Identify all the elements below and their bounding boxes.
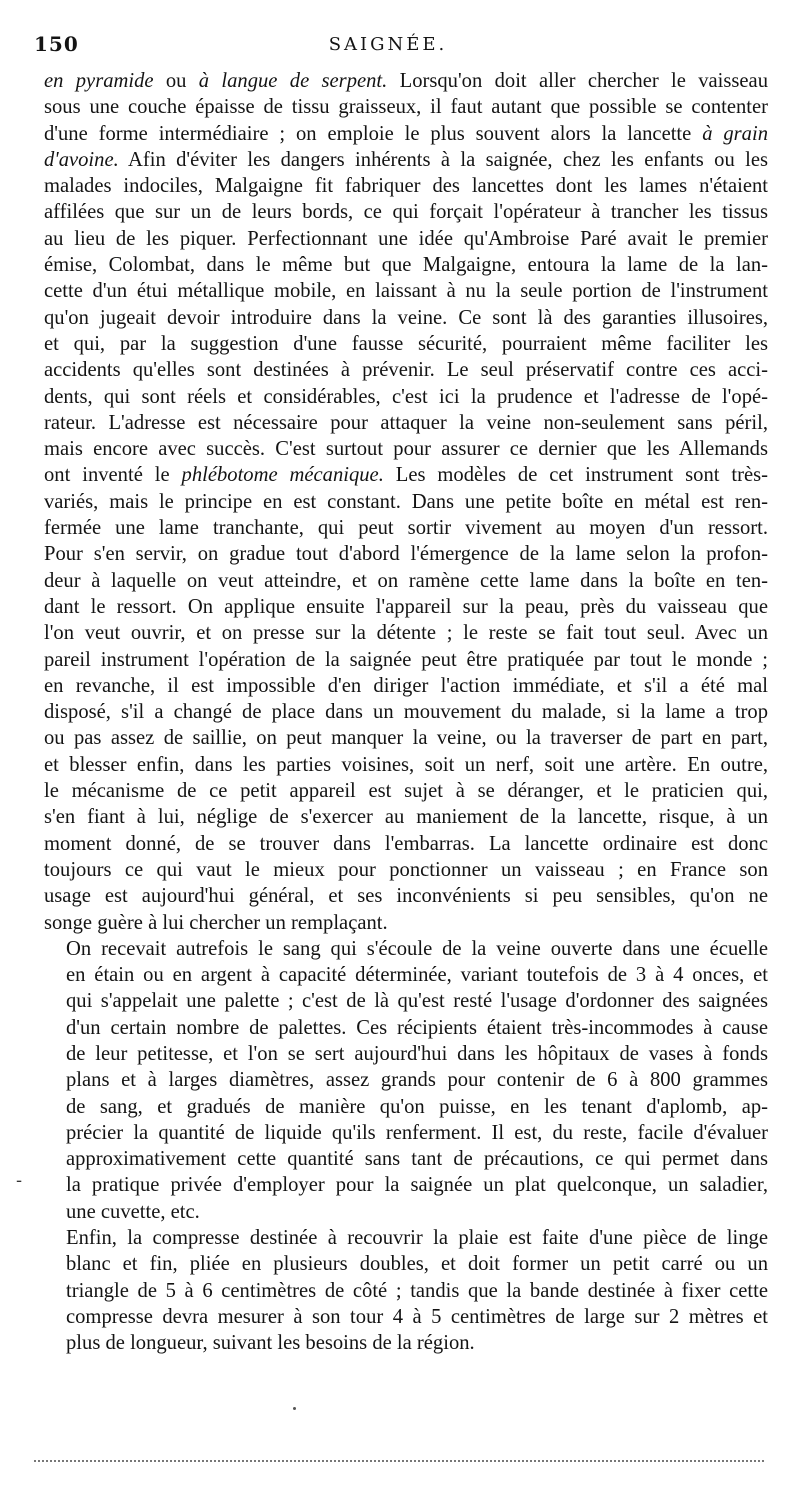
text-line: et qui, par la suggestion d'une fausse sécurité, pourraient même faciliter les bbox=[44, 332, 768, 355]
text-line: ou pas assez de saillie, on peut manquer la veine, ou la traverser de part en part, bbox=[44, 727, 768, 750]
footer-dot bbox=[293, 1407, 296, 1410]
footer-dotted-rule bbox=[34, 1460, 764, 1462]
text-line: d'un certain nombre de palettes. Ces récipients étaient très-incommodes à cause bbox=[66, 1016, 768, 1039]
text-line: sous une couche épaisse de tissu graisseux, il faut autant que possible se contenter bbox=[44, 96, 768, 119]
text-line: émise, Colombat, dans le même but que Malgaigne, entoura la lame de la lan- bbox=[44, 254, 768, 277]
text-line: moment donné, de se trouver dans l'embarras. La lancette ordinaire est donc bbox=[44, 832, 768, 855]
text-line: deur à laquelle on veut atteindre, et on ramène cette lame dans la boîte en ten- bbox=[44, 569, 768, 592]
text-line: précier la quantité de liquide qu'ils renferment. Il est, du reste, facile d'évaluer bbox=[66, 1121, 768, 1144]
page-header bbox=[34, 32, 766, 60]
text-line: pareil instrument l'opération de la saignée peut être pratiquée par tout le monde ; bbox=[44, 648, 768, 671]
text-line: triangle de 5 à 6 centimètres de côté ; tandis que la bande destinée à fixer cette bbox=[66, 1279, 768, 1302]
text-line: s'en fiant à lui, néglige de s'exercer au maniement de la lancette, risque, à un bbox=[44, 806, 768, 829]
text-line: dant le ressort. On applique ensuite l'appareil sur la peau, près du vaisseau que bbox=[44, 595, 768, 618]
text-line: fermée une lame tranchante, qui peut sortir vivement au moyen d'un ressort. bbox=[44, 517, 768, 540]
text-line: rateur. L'adresse est nécessaire pour attaquer la veine non-seulement sans péril, bbox=[44, 411, 768, 434]
text-line: en pyramide ou à langue de serpent. Lorsqu'on doit aller chercher le vaisseau bbox=[44, 70, 768, 92]
text-line: le mécanisme de ce petit appareil est sujet à se déranger, et le praticien qui, bbox=[44, 780, 768, 803]
text-line: blanc et fin, pliée en plusieurs doubles, et doit former un petit carré ou un bbox=[66, 1253, 768, 1276]
paragraph-1 bbox=[44, 68, 768, 936]
text-line: approximativement cette quantité sans tant de précautions, ce qui permet dans bbox=[66, 1148, 768, 1171]
text-line: compresse devra mesurer à son tour 4 à 5 centimètres de large sur 2 mètres et bbox=[66, 1305, 768, 1328]
text-line: disposé, s'il a changé de place dans un mouvement du malade, si la lame a trop bbox=[44, 701, 768, 724]
text-line: au lieu de les piquer. Perfectionnant une idée qu'Ambroise Paré avait le premier bbox=[44, 227, 768, 250]
paragraph-2 bbox=[44, 936, 768, 1225]
text-line: d'avoine. Afin d'éviter les dangers inhérents à la saignée, chez les enfants ou les bbox=[44, 148, 768, 171]
text-line: cette d'un étui métallique mobile, en laissant à nu la seule portion de l'instrument bbox=[44, 280, 768, 303]
page-number: 150 bbox=[34, 32, 79, 56]
running-head: SAIGNÉE. bbox=[328, 34, 448, 55]
text-line: variés, mais le principe en est constant. Dans une petite boîte en métal est ren- bbox=[44, 490, 768, 513]
text-line: en étain ou en argent à capacité déterminée, variant toutefois de 3 à 4 onces, et bbox=[66, 964, 768, 987]
text-line: et blesser enfin, dans les parties voisines, soit un nerf, soit une artère. En outre, bbox=[44, 753, 768, 776]
text-line: ont inventé le phlébotome mécanique. Les modèles de cet instrument sont très- bbox=[44, 464, 768, 487]
body-text bbox=[44, 68, 768, 1357]
text-line: Enfin, la compresse destinée à recouvrir la plaie est faite d'une pièce de linge bbox=[66, 1227, 768, 1250]
text-line: songe guère à lui chercher un remplaçant. bbox=[44, 911, 388, 934]
text-line: toujours ce qui vaut le mieux pour ponctionner un vaisseau ; en France son bbox=[44, 858, 768, 881]
text-line: qu'on jugeait devoir introduire dans la veine. Ce sont là des garanties illusoires, bbox=[44, 306, 768, 329]
text-line: en revanche, il est impossible d'en diriger l'action immédiate, et s'il a été mal bbox=[44, 674, 768, 697]
text-line: accidents qu'elles sont destinées à prévenir. Le seul préservatif contre ces acci- bbox=[44, 359, 768, 382]
text-line: de sang, et gradués de manière qu'on puisse, en les tenant d'aplomb, ap- bbox=[66, 1095, 768, 1118]
paragraph-3 bbox=[44, 1225, 768, 1356]
text-line: qui s'appelait une palette ; c'est de là qu'est resté l'usage d'ordonner des saignées bbox=[66, 990, 768, 1013]
text-line: de leur petitesse, et l'on se sert aujourd'hui dans les hôpitaux de vases à fonds bbox=[66, 1042, 768, 1065]
text-line: plans et à larges diamètres, assez grands pour contenir de 6 à 800 grammes bbox=[66, 1069, 768, 1092]
text-line: la pratique privée d'employer pour la saignée un plat quelconque, un saladier, bbox=[66, 1174, 768, 1197]
text-line: usage est aujourd'hui général, et ses inconvénients si peu sensibles, qu'on ne bbox=[44, 885, 768, 908]
text-line: plus de longueur, suivant les besoins de la région. bbox=[66, 1332, 475, 1355]
text-line: d'une forme intermédiaire ; on emploie le plus souvent alors la lancette à grain bbox=[44, 122, 768, 145]
text-line: malades indociles, Malgaigne fit fabriquer des lancettes dont les lames n'étaient bbox=[44, 175, 768, 198]
text-line: mais encore avec succès. C'est surtout pour assurer ce dernier que les Allemands bbox=[44, 438, 768, 461]
text-line: Pour s'en servir, on gradue tout d'abord l'émergence de la lame selon la profon- bbox=[44, 543, 768, 566]
text-line: une cuvette, etc. bbox=[66, 1200, 200, 1223]
text-line: On recevait autrefois le sang qui s'écoule de la veine ouverte dans une écuelle bbox=[66, 937, 768, 960]
text-line: dents, qui sont réels et considérables, c'est ici la prudence et l'adresse de l'opé- bbox=[44, 385, 768, 408]
text-line: l'on veut ouvrir, et on presse sur la détente ; le reste se fait tout seul. Avec un bbox=[44, 622, 768, 645]
margin-mark: - bbox=[16, 1170, 23, 1191]
text-line: affilées que sur un de leurs bords, ce qui forçait l'opérateur à trancher les tissus bbox=[44, 201, 768, 224]
